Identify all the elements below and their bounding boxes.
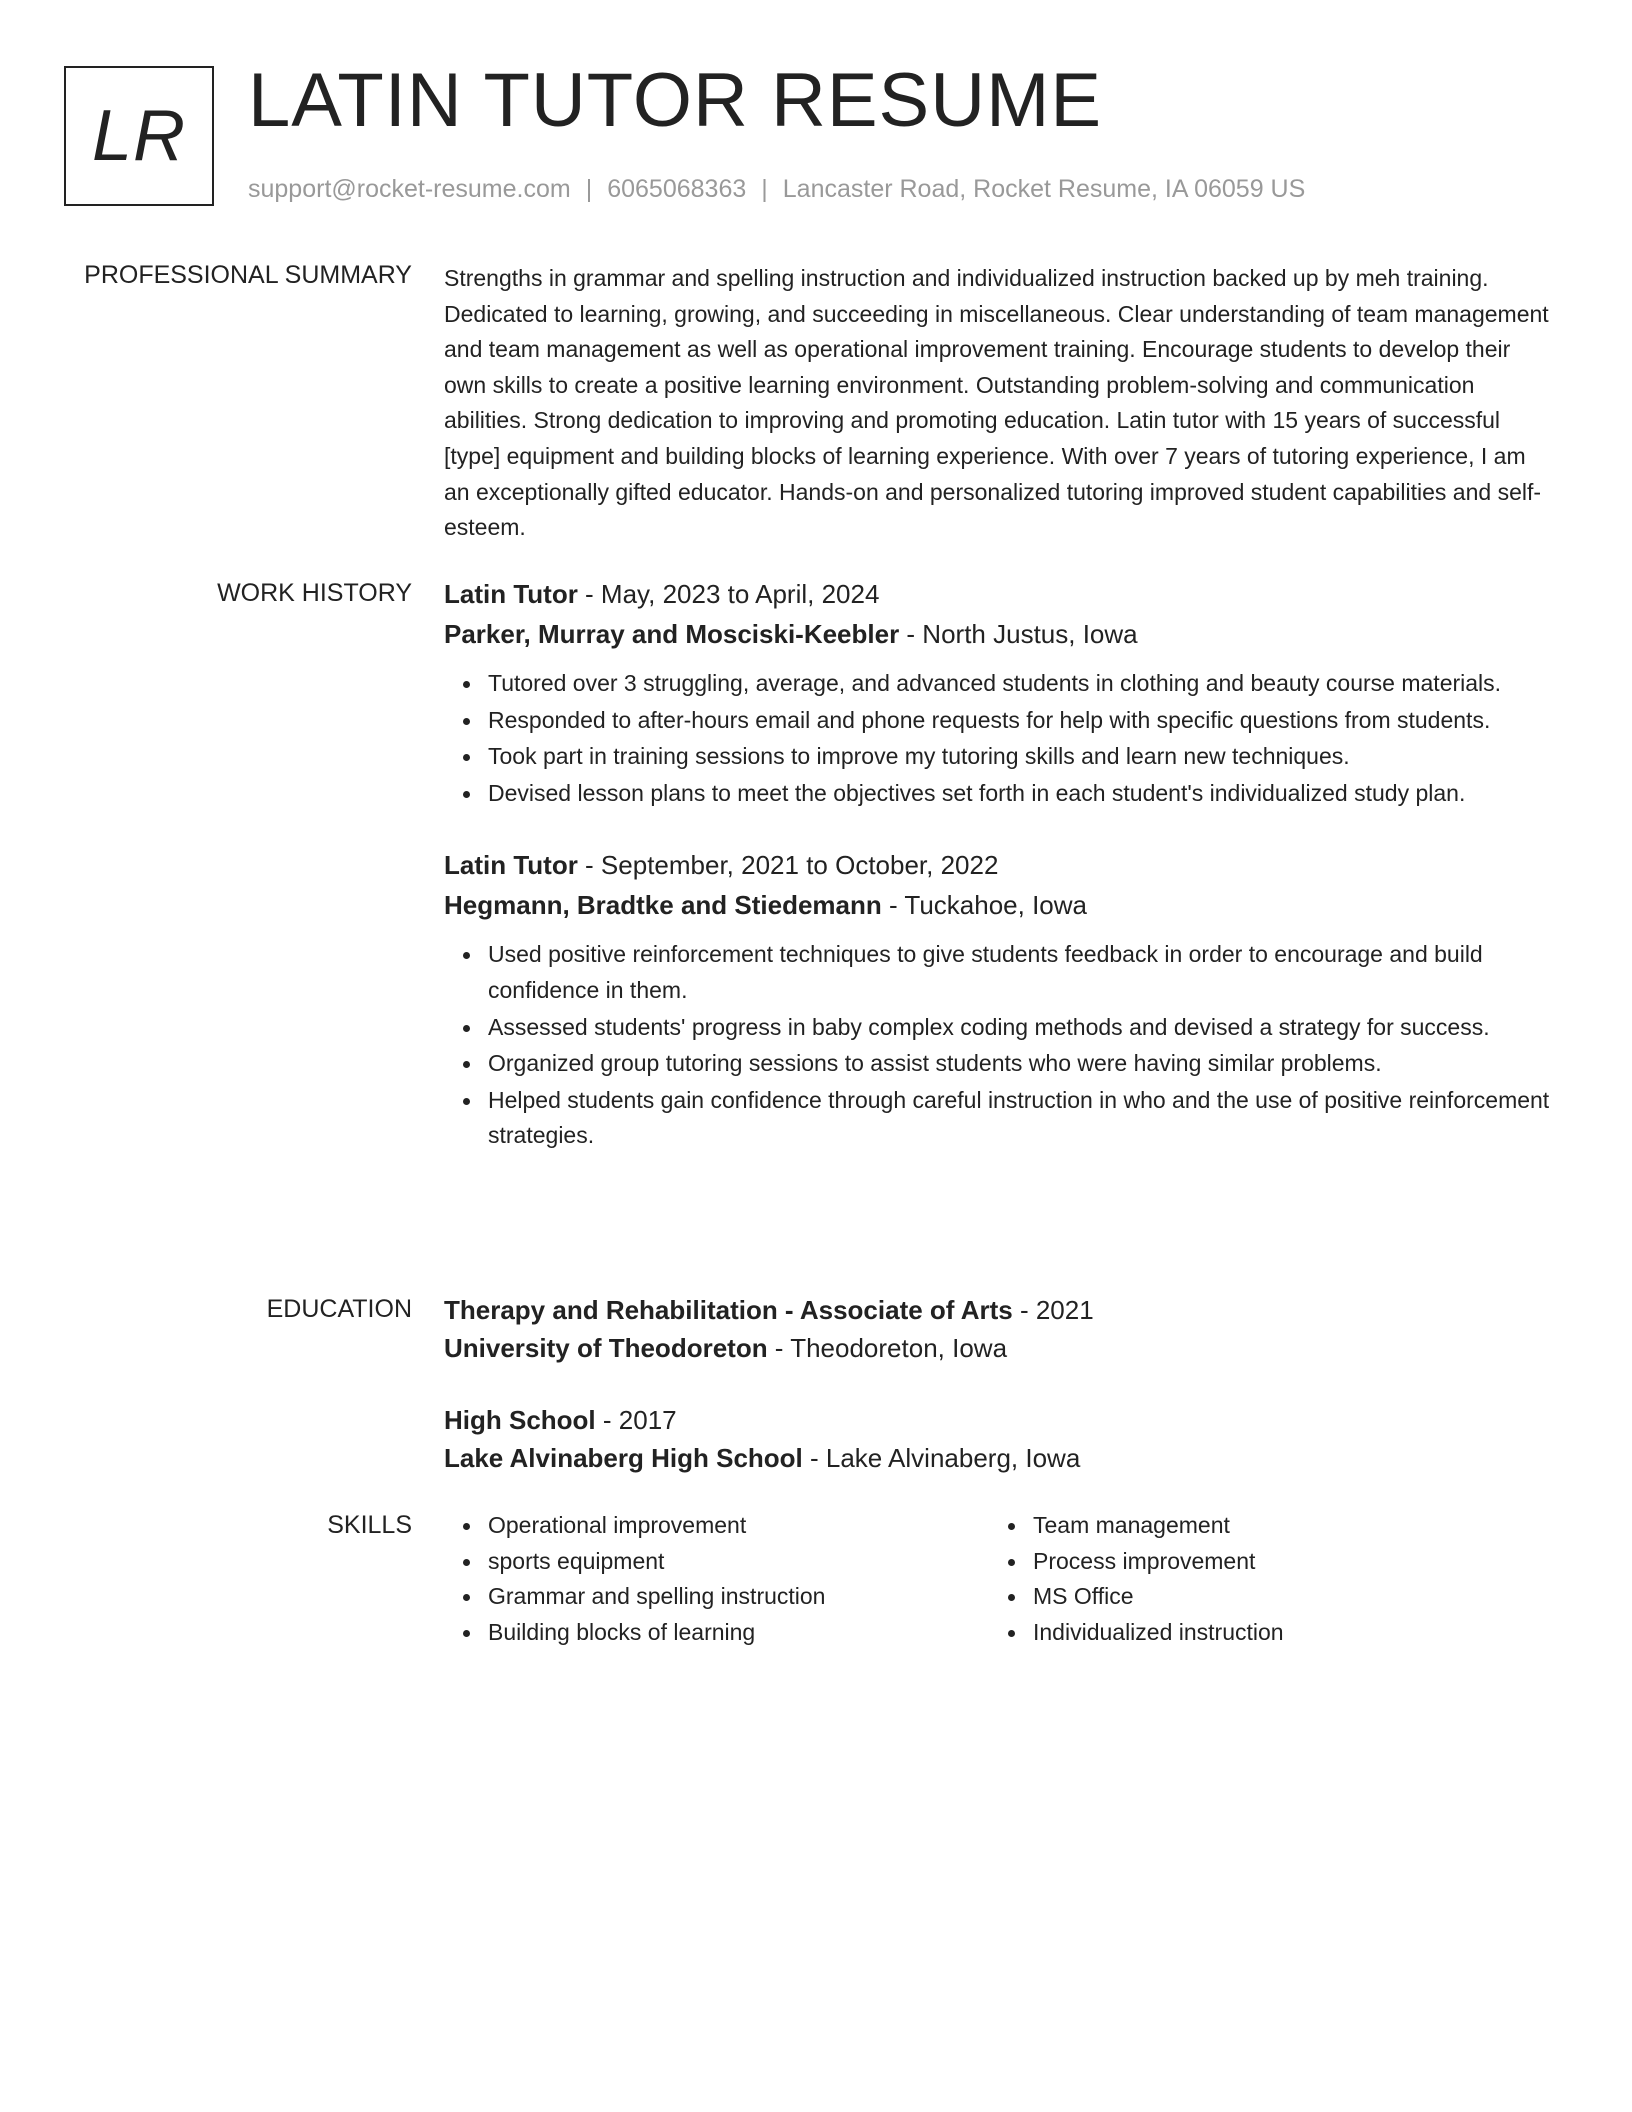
education-degree: High School <box>444 1405 596 1435</box>
education-entry <box>444 1402 1554 1476</box>
education-year: - 2021 <box>1012 1295 1094 1325</box>
education-body <box>444 1292 1554 1512</box>
list-item: Grammar and spelling instruction <box>488 1579 989 1615</box>
section-heading-education: EDUCATION <box>266 1295 412 1323</box>
job-location: - North Justus, Iowa <box>899 619 1138 649</box>
list-item: Process improvement <box>1033 1544 1534 1580</box>
job-title-line <box>444 576 1554 612</box>
contact-email: support@rocket-resume.com <box>248 175 571 203</box>
list-item: Tutored over 3 struggling, average, and advanced students in clothing and beauty course materials. <box>488 666 1554 702</box>
list-item: sports equipment <box>488 1544 989 1580</box>
job-title: Latin Tutor <box>444 850 578 881</box>
list-item: Individualized instruction <box>1033 1615 1534 1651</box>
contact-line <box>248 172 1305 206</box>
job-bullet-list <box>444 666 1554 811</box>
monogram-logo: LR <box>64 66 214 206</box>
skills-body <box>444 1508 1554 1650</box>
list-item: Helped students gain confidence through careful instruction in who and the use of positive reinforcement strategies. <box>488 1083 1554 1154</box>
list-item: Organized group tutoring sessions to assist students who were having similar problems. <box>488 1046 1554 1082</box>
contact-separator: | <box>761 175 768 203</box>
list-item: Team management <box>1033 1508 1534 1544</box>
job-location: - Tuckahoe, Iowa <box>881 890 1087 921</box>
job-title: Latin Tutor <box>444 579 578 609</box>
contact-address: Lancaster Road, Rocket Resume, IA 06059 US <box>782 175 1306 203</box>
education-location: - Theodoreton, Iowa <box>767 1333 1008 1363</box>
job-bullet-list <box>444 937 1554 1154</box>
list-item: Devised lesson plans to meet the objectives set forth in each student's individualized study plan. <box>488 776 1554 812</box>
section-heading-summary: PROFESSIONAL SUMMARY <box>84 261 412 289</box>
education-school: Lake Alvinaberg High School <box>444 1443 803 1473</box>
contact-separator: | <box>585 175 593 203</box>
list-item: Took part in training sessions to improve my tutoring skills and learn new techniques. <box>488 739 1554 775</box>
job-company-line <box>444 616 1554 652</box>
education-location: - Lake Alvinaberg, Iowa <box>802 1443 1081 1473</box>
list-item: Assessed students' progress in baby complex coding methods and devised a strategy for success. <box>488 1010 1554 1046</box>
skills-list-right <box>989 1508 1534 1650</box>
skills-list-left <box>444 1508 989 1650</box>
job-company: Parker, Murray and Mosciski-Keebler <box>444 619 900 649</box>
job-dates: - May, 2023 to April, 2024 <box>577 579 880 609</box>
work-history-body <box>444 576 1554 1190</box>
education-degree: Therapy and Rehabilitation - Associate of Arts <box>444 1295 1013 1325</box>
list-item: Operational improvement <box>488 1508 989 1544</box>
job-company: Hegmann, Bradtke and Stiedemann <box>444 890 882 921</box>
education-degree-line <box>444 1292 1554 1328</box>
job-title-line <box>444 847 1554 883</box>
job-entry <box>444 576 1554 811</box>
section-heading-work-history: WORK HISTORY <box>217 579 412 607</box>
list-item: Used positive reinforcement techniques to give students feedback in order to encourage and build confidence in them. <box>488 937 1554 1008</box>
education-year: - 2017 <box>595 1405 677 1435</box>
list-item: Building blocks of learning <box>488 1615 989 1651</box>
summary-text: Strengths in grammar and spelling instruction and individualized instruction backed up by meh training. Dedicated to learning, growing, and succeeding in miscellaneous. Clear understanding of team management and team management as well as operational improvement training. Encourage students to develop their own skills to create a positive learning environment. Outstanding problem-solving and communication abilities. Strong dedication to improving and promoting education. Latin tutor with 15 years of successful [type] equipment and building blocks of learning experience. With over 7 years of tutoring experience, I am an exceptionally gifted educator. Hands-on and personalized tutoring improved student capabilities and self-esteem. <box>444 265 1549 541</box>
job-dates: - September, 2021 to October, 2022 <box>577 850 999 881</box>
education-school-line <box>444 1440 1554 1476</box>
education-entry <box>444 1292 1554 1366</box>
list-item: MS Office <box>1033 1579 1534 1615</box>
contact-phone: 6065068363 <box>607 175 747 203</box>
job-entry <box>444 847 1554 1154</box>
list-item: Responded to after-hours email and phone requests for help with specific questions from students. <box>488 703 1554 739</box>
section-heading-skills: SKILLS <box>327 1511 412 1539</box>
education-school-line <box>444 1330 1554 1366</box>
education-degree-line <box>444 1402 1554 1438</box>
page-title: LATIN TUTOR RESUME <box>248 58 1103 143</box>
education-school: University of Theodoreton <box>444 1333 768 1363</box>
job-company-line <box>444 887 1554 923</box>
summary-body <box>444 258 1554 546</box>
